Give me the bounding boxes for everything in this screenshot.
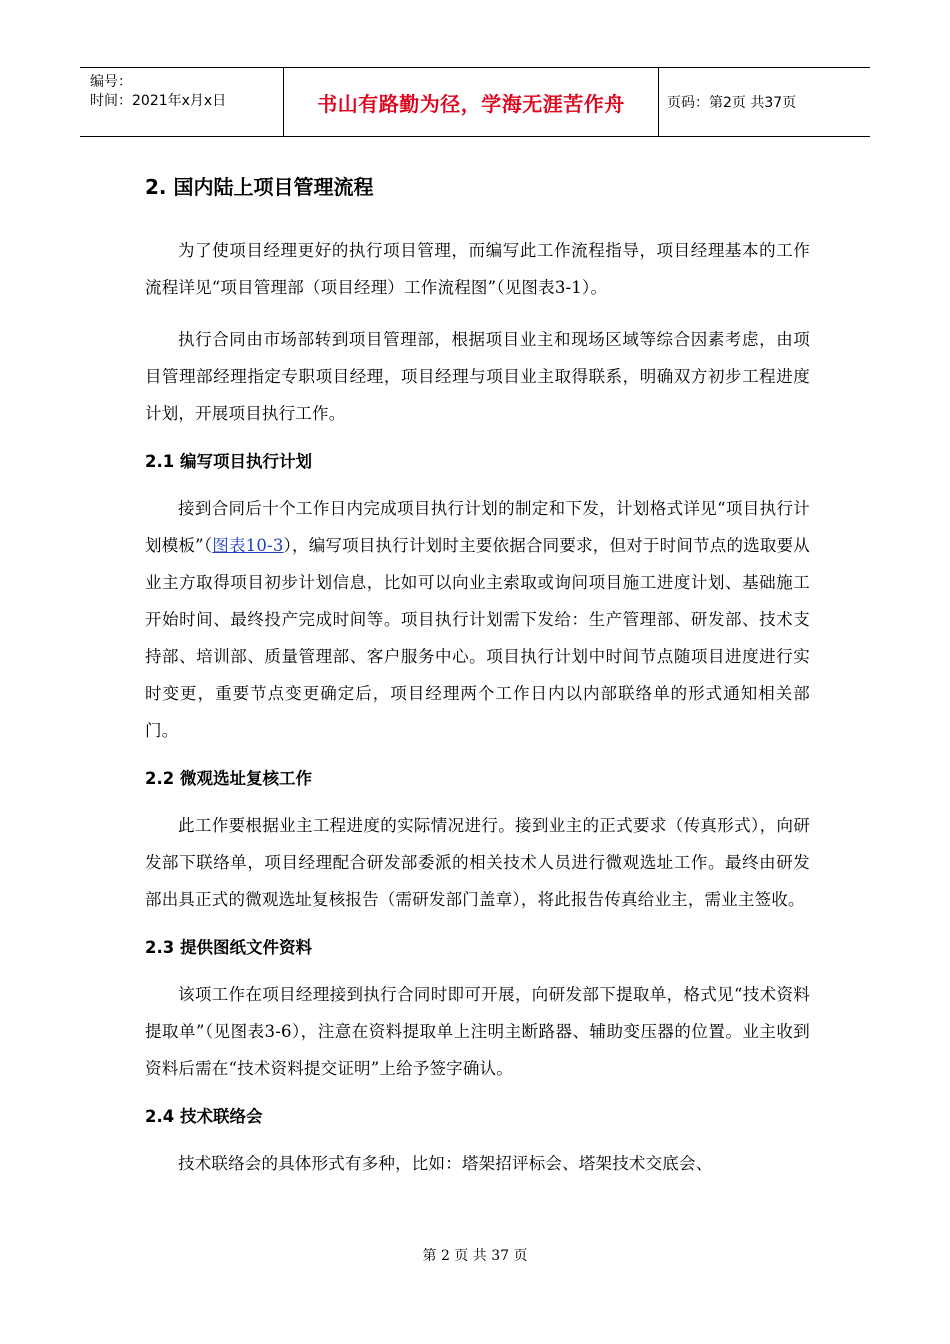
paragraph-2-1 bbox=[145, 490, 810, 749]
paragraph-text: ），编写项目执行计划时主要依据合同要求，但对于时间节点的选取要从业主方取得项目初步计划信息，比如可以向业主索取或询问项目施工进度计划、基础施工开始时间、最终投产完成时间等。项目执行计划需下发给：生产管理部、研发部、技术支持部、培训部、质量管理部、客户服务中心。项目执行计划中时间节点随项目进度进行实时变更，重要节点变更确定后，项目经理两个工作日内以内部联络单的形式通知相关部门。 bbox=[145, 536, 810, 740]
intro-paragraph: 为了使项目经理更好的执行项目管理，而编写此工作流程指导，项目经理基本的工作流程详见“项目管理部（项目经理）工作流程图”（见图表3-1）。 bbox=[145, 241, 810, 297]
subsection-title-2-2: 2.2 微观选址复核工作 bbox=[145, 769, 312, 788]
paragraph-2-4: 技术联络会的具体形式有多种，比如：塔架招评标会、塔架技术交底会、 bbox=[178, 1154, 713, 1173]
header-motto: 书山有路勤为径，学海无涯苦作舟 bbox=[317, 91, 625, 116]
paragraph-2-2: 此工作要根据业主工程进度的实际情况进行。接到业主的正式要求（传真形式），向研发部下联络单，项目经理配合研发部委派的相关技术人员进行微观选址工作。最终由研发部出具正式的微观选址复核报告（需研发部门盖章），将此报告传真给业主，需业主签收。 bbox=[145, 816, 810, 909]
paragraph-2-3: 该项工作在项目经理接到执行合同时即可开展，向研发部下提取单，格式见“技术资料提取单”（见图表3-6），注意在资料提取单上注明主断路器、辅助变压器的位置。业主收到资料后需在“技术资料提交证明”上给予签字确认。 bbox=[145, 985, 810, 1078]
header-motto-cell bbox=[283, 68, 659, 136]
intro-paragraph: 执行合同由市场部转到项目管理部，根据项目业主和现场区域等综合因素考虑，由项目管理部经理指定专职项目经理，项目经理与项目业主取得联系，明确双方初步工程进度计划，开展项目执行工作。 bbox=[145, 330, 810, 423]
page-header bbox=[80, 67, 870, 137]
subsection-title-2-1: 2.1 编写项目执行计划 bbox=[145, 452, 312, 471]
subsection-title-2-4: 2.4 技术联络会 bbox=[145, 1107, 263, 1126]
subsection-title-2-3: 2.3 提供图纸文件资料 bbox=[145, 938, 312, 957]
document-date: 时间：2021年x月x日 bbox=[90, 93, 227, 109]
section-title: 2. 国内陆上项目管理流程 bbox=[145, 175, 374, 199]
header-meta bbox=[80, 68, 283, 136]
document-body bbox=[145, 170, 810, 1197]
header-page-info: 页码：第2页 共37页 bbox=[667, 95, 797, 111]
document-number-label: 编号： bbox=[90, 74, 132, 90]
figure-reference-link[interactable]: 图表10-3 bbox=[212, 536, 284, 555]
paragraph-text: 接到合同后十个工作日内完成项目执行计划的制定和下发，计划格式详见“项目执行计划模板”（ bbox=[145, 499, 810, 555]
page-footer: 第 2 页 共 37 页 bbox=[422, 1248, 528, 1264]
